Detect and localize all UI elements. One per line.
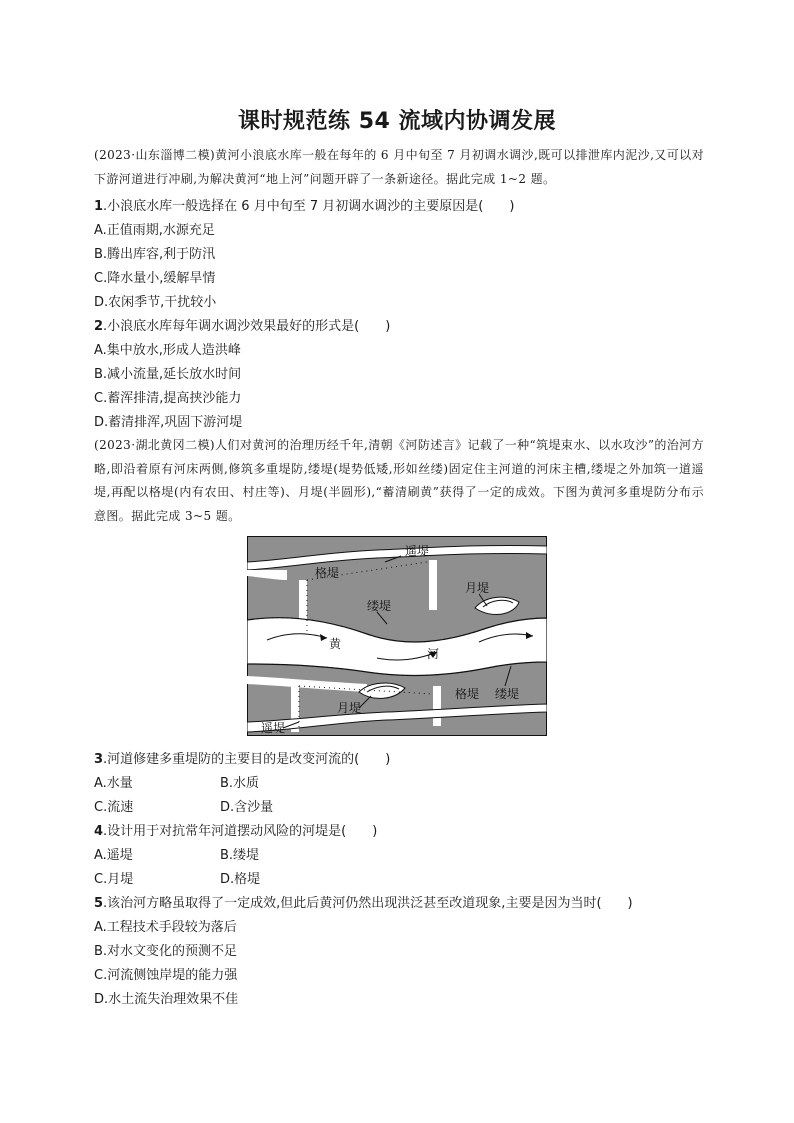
q2-option-a[interactable]: A.集中放水,形成人造洪峰 <box>94 343 241 358</box>
q3-option-a[interactable]: A.水量 <box>94 776 133 791</box>
q1-option-a[interactable]: A.正值雨期,水源充足 <box>94 223 215 238</box>
q1-option-c[interactable]: C.降水量小,缓解旱情 <box>94 271 216 286</box>
question-2-number: 2 <box>94 319 104 334</box>
label-yaodi-bottom: 遥堤 <box>261 721 286 735</box>
q4-option-a[interactable]: A.遥堤 <box>94 848 133 863</box>
label-lvdi-bottom: 缕堤 <box>495 687 520 701</box>
top-ditch-2 <box>429 560 437 610</box>
label-gedi-top: 格堤 <box>315 566 340 580</box>
bottom-ditch-2 <box>433 686 441 726</box>
intro-passage-2: (2023·湖北黄冈二模)人们对黄河的治理历经千年,清朝《河防述言》记载了一种“筑堤束水、以水攻沙”的治河方略,即沿着原有河床两侧,修筑多重堤防,缕堤(堤势低矮,形如丝缕)固定住主河道的河床主槽,缕堤之外加筑一道遥堤,再配以格堤(内有农田、村庄等)、月堤(半圆形),“蓄清刷黄”获得了一定的成效。下图为黄河多重堤防分布示意图。据此完成 3~5 题。 <box>94 438 704 523</box>
q4-option-c[interactable]: C.月堤 <box>94 872 134 887</box>
question-3-number: 3 <box>94 752 104 767</box>
label-lvdi-top: 缕堤 <box>367 599 392 613</box>
question-3 <box>94 748 390 767</box>
levee-diagram <box>247 536 547 736</box>
question-4-number: 4 <box>94 824 104 839</box>
question-4 <box>94 820 377 839</box>
q1-option-b[interactable]: B.腾出库容,利于防汛 <box>94 247 216 262</box>
q3-option-c[interactable]: C.流速 <box>94 800 134 815</box>
q3-option-d[interactable]: D.含沙量 <box>220 800 274 815</box>
question-1-number: 1 <box>94 199 104 214</box>
question-3-text: .河道修建多重堤防的主要目的是改变河流的( ) <box>103 752 391 767</box>
q2-option-c[interactable]: C.蓄浑排清,提高挟沙能力 <box>94 391 242 406</box>
question-5 <box>94 892 633 911</box>
question-2 <box>94 315 390 334</box>
levee-diagram-svg <box>247 536 547 736</box>
label-river-1: 黄 <box>329 637 342 651</box>
intro-passage-1: (2023·山东淄博二模)黄河小浪底水库一般在每年的 6 月中旬至 7 月初调水调沙,既可以排泄库内泥沙,又可以对下游河道进行冲刷,为解决黄河“地上河”问题开辟了一条新途径。据此完成 1~2 题。 <box>94 148 704 186</box>
label-river-2: 河 <box>427 647 440 661</box>
q4-option-d[interactable]: D.格堤 <box>220 872 261 887</box>
q3-option-b[interactable]: B.水质 <box>220 776 260 791</box>
question-2-text: .小浪底水库每年调水调沙效果最好的形式是( ) <box>103 319 391 334</box>
label-gedi-bottom: 格堤 <box>455 687 480 701</box>
q5-option-d[interactable]: D.水土流失治理效果不佳 <box>94 992 239 1007</box>
q5-option-b[interactable]: B.对水文变化的预测不足 <box>94 944 238 959</box>
q4-option-b[interactable]: B.缕堤 <box>220 848 260 863</box>
question-5-text: .该治河方略虽取得了一定成效,但此后黄河仍然出现洪泛甚至改道现象,主要是因为当时( ) <box>103 896 633 911</box>
q5-option-c[interactable]: C.河流侧蚀岸堤的能力强 <box>94 968 238 983</box>
page-title: 课时规范练 54 流域内协调发展 <box>238 109 556 134</box>
question-5-number: 5 <box>94 896 104 911</box>
q1-option-d[interactable]: D.农闲季节,干扰较小 <box>94 295 217 310</box>
question-1-text: .小浪底水库一般选择在 6 月中旬至 7 月初调水调沙的主要原因是( ) <box>103 199 515 214</box>
label-yuedi-top: 月堤 <box>465 581 490 595</box>
q2-option-d[interactable]: D.蓄清排浑,巩固下游河堤 <box>94 415 243 430</box>
question-1 <box>94 195 514 214</box>
question-4-text: .设计用于对抗常年河道摆动风险的河堤是( ) <box>103 824 378 839</box>
q2-option-b[interactable]: B.减小流量,延长放水时间 <box>94 367 242 382</box>
q5-option-a[interactable]: A.工程技术手段较为落后 <box>94 920 237 935</box>
label-yuedi-bottom: 月堤 <box>337 701 362 715</box>
label-yaodi-top: 遥堤 <box>405 544 430 558</box>
